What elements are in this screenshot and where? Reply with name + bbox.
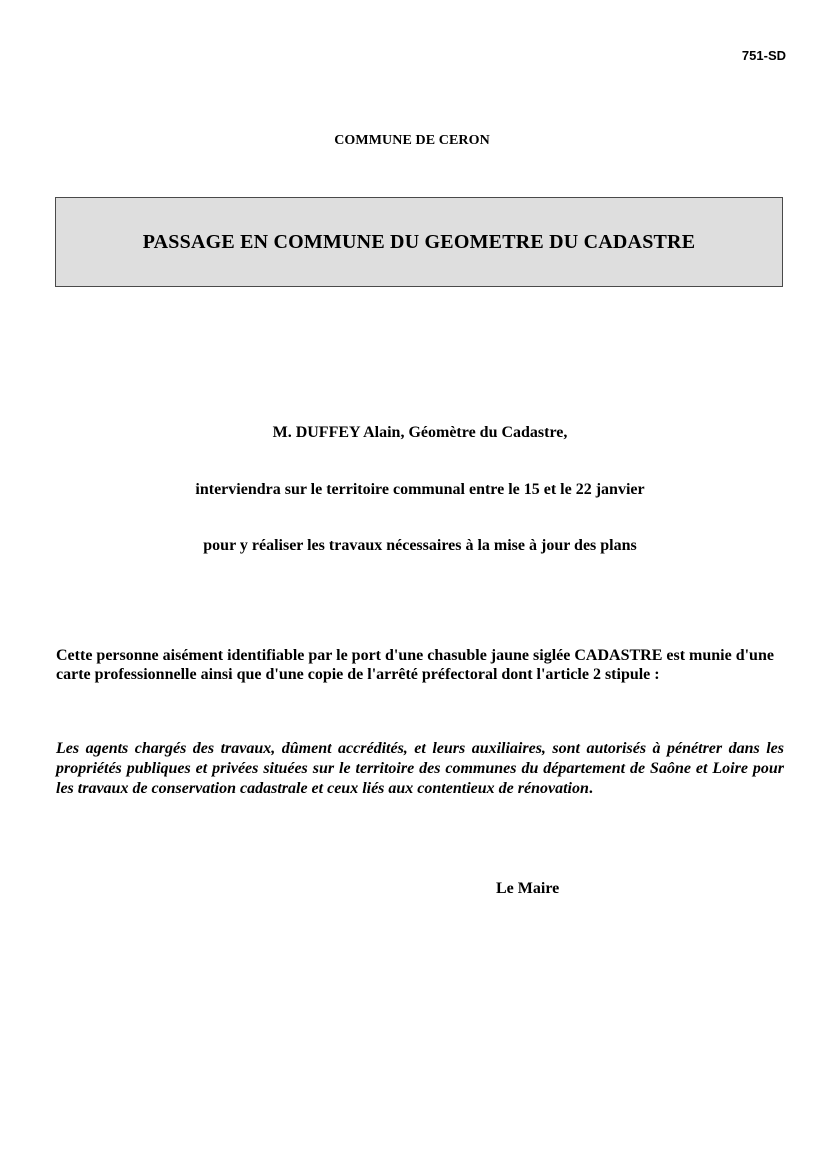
purpose-line: pour y réaliser les travaux nécessaires à la mise à jour des plans — [203, 537, 637, 554]
mayor-signature: Le Maire — [496, 880, 560, 897]
decree-quote-text: Les agents chargés des travaux, dûment accrédités, et leurs auxiliaires, sont autorisés à pénétrer dans les propriétés publiques et privées situées sur le territoire des communes du département de Saône et Loire pour les travaux de conservation cadastrale et ceux liés aux contentieux de rénovation — [56, 740, 784, 797]
decree-quote — [56, 739, 784, 799]
title-box — [55, 197, 783, 287]
surveyor-name-line: M. DUFFEY Alain, Géomètre du Cadastre, — [272, 424, 568, 441]
identification-paragraph: Cette personne aisément identifiable par le port d'une chasuble jaune siglée CADASTRE est munie d'une carte professionnelle ainsi que d'une copie de l'arrêté préfectoral dont l'article 2 stipule : — [56, 647, 774, 683]
intervention-dates-line: interviendra sur le territoire communal entre le 15 et le 22 janvier — [195, 481, 645, 498]
page-title: PASSAGE EN COMMUNE DU GEOMETRE DU CADASTRE — [142, 230, 696, 253]
form-code: 751-SD — [741, 48, 786, 63]
commune-name: COMMUNE DE CERON — [334, 133, 490, 148]
decree-quote-end: . — [588, 780, 593, 797]
